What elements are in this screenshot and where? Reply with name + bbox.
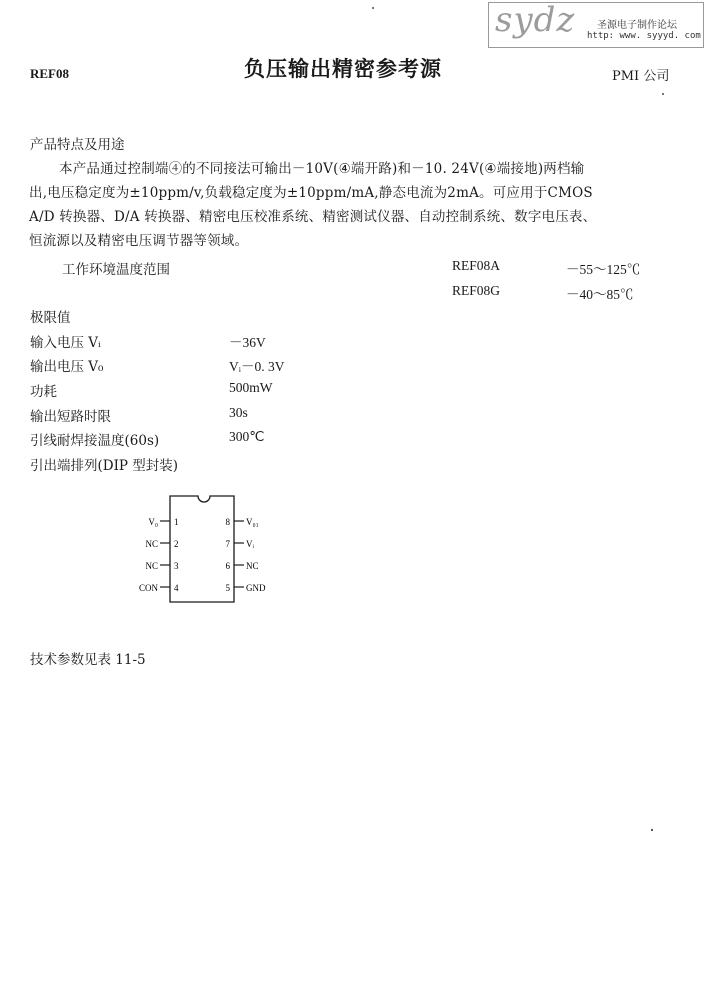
limit-label: 输出电压 V₀ — [30, 359, 104, 375]
pin-number: 7 — [225, 539, 230, 549]
pinout-heading: 引出端排列(DIP 型封装) — [30, 458, 179, 474]
watermark — [488, 2, 704, 48]
left-pin-2 — [145, 539, 178, 549]
manufacturer: PMI 公司 — [612, 69, 670, 84]
features-paragraph — [29, 157, 675, 253]
part-number: REF08 — [30, 66, 69, 81]
limit-value: －36V — [229, 335, 266, 350]
left-pin-3 — [145, 561, 179, 571]
limit-value: 300℃ — [229, 429, 265, 444]
right-pin-7 — [226, 539, 255, 549]
pin-name: NC — [246, 561, 259, 571]
scan-speck — [651, 829, 653, 831]
right-pin-8 — [226, 517, 259, 527]
pin-number: 8 — [225, 517, 230, 527]
features-line: 恒流源以及精密电压调节器等领域。 — [29, 233, 249, 249]
scan-speck — [372, 7, 374, 9]
limit-value: Vᵢ－0. 3V — [229, 359, 285, 374]
pin-name: GND — [246, 583, 266, 593]
pin-name: NC — [145, 561, 158, 571]
pin-number: 1 — [174, 517, 179, 527]
scan-speck — [662, 93, 664, 95]
features-line: A/D 转换器、D/A 转换器、精密电压校准系统、精密测试仪器、自动控制系统、数字电压表、 — [29, 209, 597, 225]
limit-value: 500mW — [229, 380, 273, 395]
temperature-model: REF08G — [452, 283, 501, 298]
features-line: 本产品通过控制端④的不同接法可输出－10V(④端开路)和－10. 24V(④端接地)两档输 — [59, 161, 585, 177]
temperature-range: －40～85℃ — [566, 287, 634, 302]
pin-number: 3 — [174, 561, 179, 571]
ic-body — [170, 496, 234, 602]
right-pin-6 — [226, 561, 259, 571]
watermark-url: http: www. syyyd. com — [587, 31, 701, 41]
limit-label: 引线耐焊接温度(60s) — [30, 433, 160, 449]
temperature-range: －55～125℃ — [566, 262, 641, 277]
pin-name: V₀₁ — [246, 517, 259, 527]
pin-number: 4 — [174, 583, 179, 593]
limit-label: 输出短路时限 — [30, 409, 111, 425]
features-heading: 产品特点及用途 — [30, 137, 125, 153]
page-title: 负压输出精密参考源 — [244, 57, 442, 81]
pin-name: V₀ — [148, 517, 158, 527]
limit-label: 功耗 — [30, 384, 57, 400]
pin-number: 5 — [225, 583, 230, 593]
temperature-label: 工作环境温度范围 — [62, 262, 170, 278]
footer-note: 技术参数见表 11-5 — [30, 652, 146, 668]
pin-name: Vᵢ — [246, 539, 254, 549]
limit-label: 输入电压 Vᵢ — [30, 335, 101, 351]
left-pin-1 — [148, 517, 178, 527]
pin-name: CON — [138, 583, 158, 593]
limit-value: 30s — [229, 405, 248, 420]
pin-number: 6 — [225, 561, 230, 571]
dip-pinout-diagram — [130, 494, 310, 606]
temperature-model: REF08A — [452, 258, 501, 273]
features-line: 出,电压稳定度为±10ppm/v,负载稳定度为±10ppm/mA,静态电流为2mA。可应用于CMOS — [29, 185, 593, 201]
watermark-logo: sydz — [495, 2, 576, 40]
watermark-site-name: 圣源电子制作论坛 — [597, 20, 677, 31]
pin-number: 2 — [174, 539, 179, 549]
left-pin-4 — [139, 583, 179, 593]
right-pin-5 — [226, 583, 266, 593]
pin-name: NC — [145, 539, 158, 549]
limits-heading: 极限值 — [30, 310, 71, 326]
